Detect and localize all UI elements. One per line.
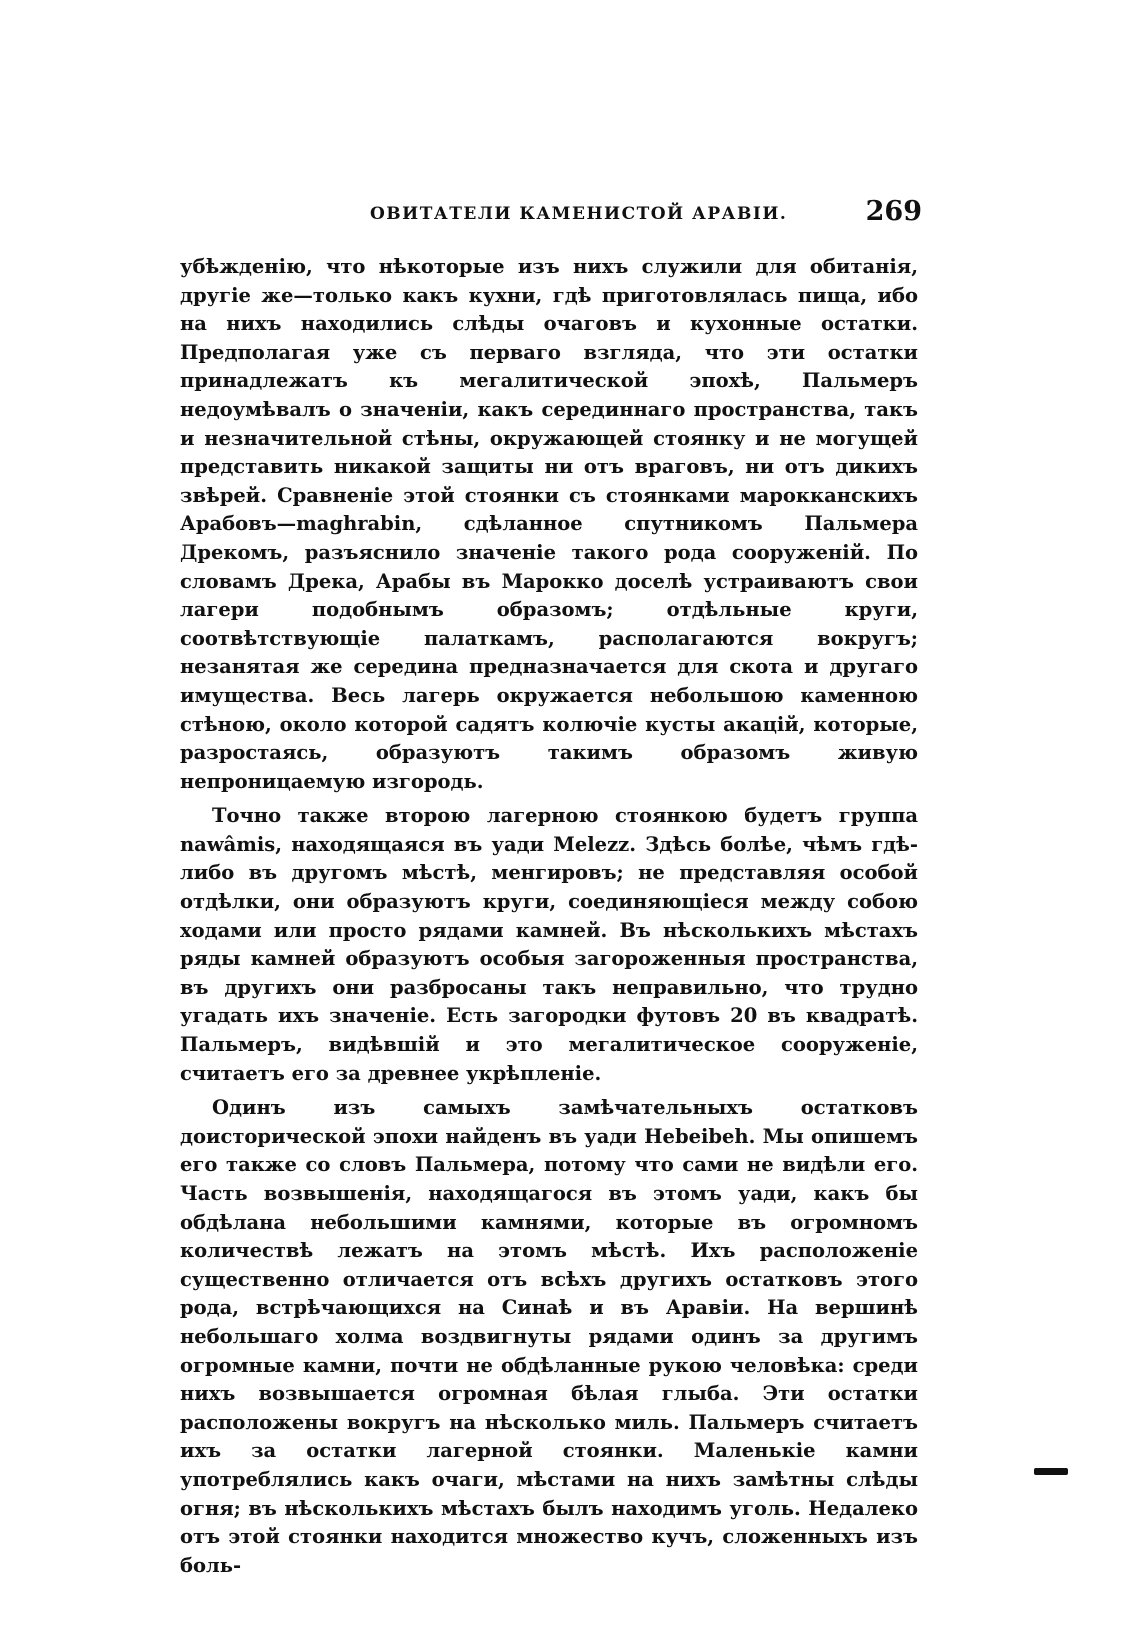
page-header (170, 196, 922, 236)
paragraph-2: Точно также второю лагерною стоянкою будетъ группа nawâmis, находящаяся въ уади Melezz. Здѣсь болѣе, чѣмъ гдѣ-либо въ другомъ мѣстѣ, менгировъ; не представляя особой отдѣлки, они образуютъ круги, соединяющіеся между собою ходами или просто рядами камней. Въ нѣсколькихъ мѣстахъ ряды камней образуютъ особыя загороженныя пространства, въ другихъ они разбросаны такъ неправильно, что трудно угадать ихъ значеніе. Есть загородки футовъ 20 въ квадратѣ. Пальмеръ, видѣвшій и это мегалитическое сооруженіе, считаетъ его за древнее укрѣпленіе. (180, 804, 918, 1085)
page-number: 269 (865, 196, 922, 227)
paragraph-1: убѣжденію, что нѣкоторые изъ нихъ служили для обитанія, другіе же—только какъ кухни, гдѣ приготовлялась пища, ибо на нихъ находились слѣды очаговъ и кухонные остатки. Предполагая уже съ перваго взгляда, что эти остатки принадлежатъ къ мегалитической эпохѣ, Пальмеръ недоумѣвалъ о значеніи, какъ серединнаго пространства, такъ и незначительной стѣны, окружающей стоянку и не могущей представить никакой защиты ни отъ враговъ, ни отъ дикихъ звѣрей. Сравненіе этой стоянки съ стоянками марокканскихъ Арабовъ—maghrabin, сдѣланное спутникомъ Пальмера Дрекомъ, разъяснило значеніе такого рода сооруженій. По словамъ Дрека, Арабы въ Марокко доселѣ устраиваютъ свои лагери подобнымъ образомъ; отдѣльные круги, соотвѣтствующіе палаткамъ, располагаются вокругъ; незанятая же середина предназначается для скота и другаго имущества. Весь лагерь окружается небольшою каменною стѣною, около которой садятъ колючіе кусты акацій, которые, разростаясь, образуютъ такимъ образомъ живую непроницаемую изгородь. (180, 255, 918, 793)
running-head: ОВИТАТЕЛИ КАМЕНИСТОЙ АРАВІИ. (370, 204, 788, 224)
scan-edge-mark (1034, 1468, 1068, 1475)
body-text (180, 253, 918, 1580)
paragraph-3: Одинъ изъ самыхъ замѣчательныхъ остатковъ доисторической эпохи найденъ въ уади Hebeibeh. Мы опишемъ его также со словъ Пальмера, потому что сами не видѣли его. Часть возвышенія, находящагося въ этомъ уади, какъ бы обдѣлана небольшими камнями, которые въ огромномъ количествѣ лежатъ на этомъ мѣстѣ. Ихъ расположеніе существенно отличается отъ всѣхъ другихъ остатковъ этого рода, встрѣчающихся на Синаѣ и въ Аравіи. На вершинѣ небольшаго холма воздвигнуты рядами одинъ за другимъ огромные камни, почти не обдѣланные рукою человѣка: среди нихъ возвышается огромная бѣлая глыба. Эти остатки расположены вокругъ на нѣсколько миль. Пальмеръ считаетъ ихъ за остатки лагерной стоянки. Маленькіе камни употреблялись какъ очаги, мѣстами на нихъ замѣтны слѣды огня; въ нѣсколькихъ мѣстахъ былъ находимъ уголь. Недалеко отъ этой стоянки находится множество кучъ, сложенныхъ изъ боль- (180, 1096, 918, 1577)
